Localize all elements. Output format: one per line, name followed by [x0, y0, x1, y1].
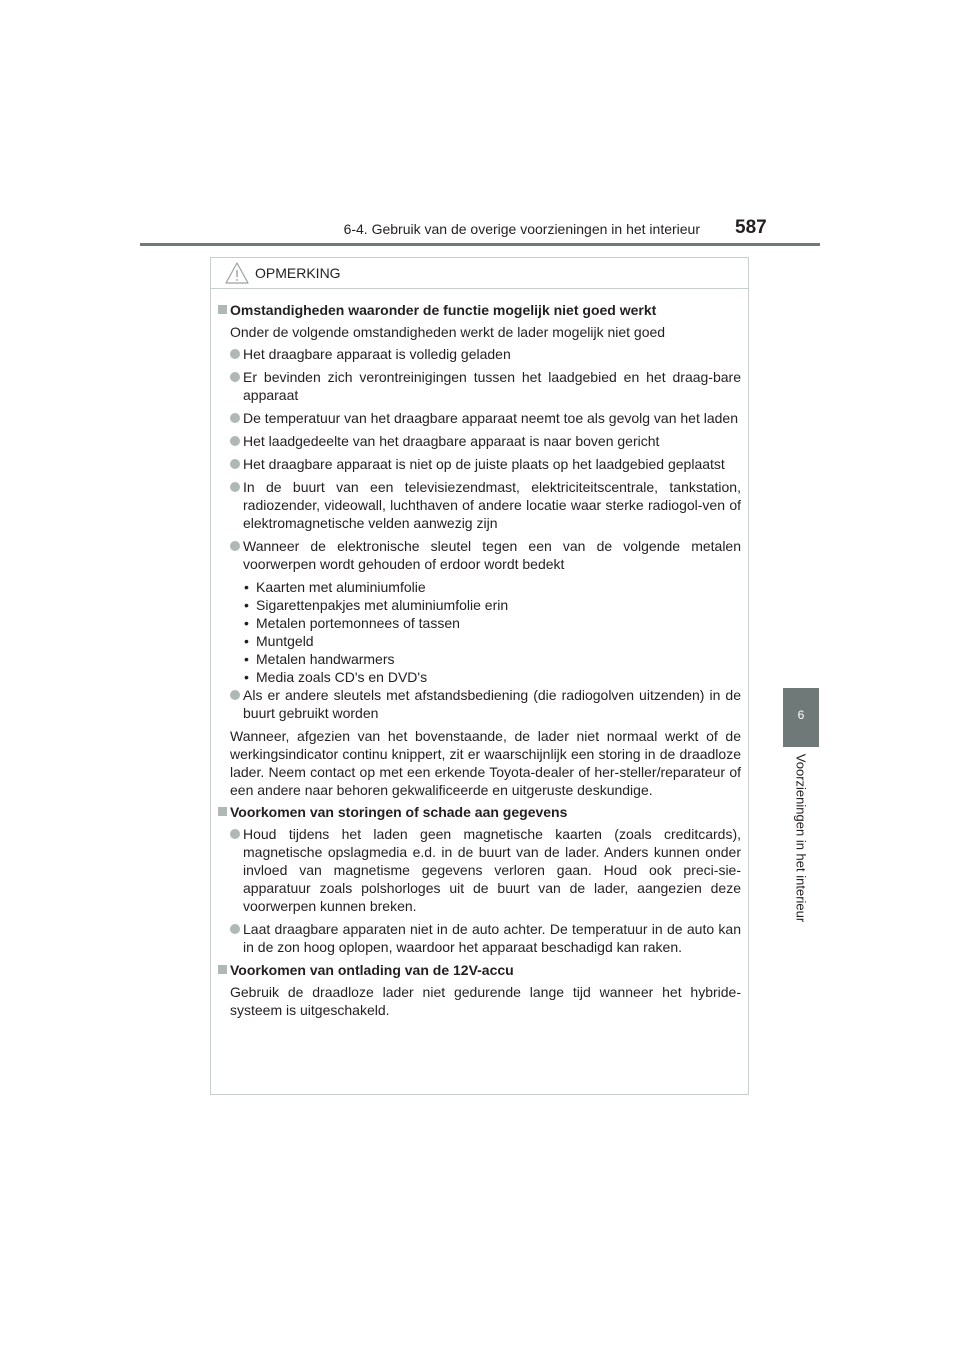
sub-list-item: • Sigarettenpakjes met aluminiumfolie erin [244, 597, 509, 613]
circle-bullet-icon [230, 436, 240, 446]
sub-list-item: • Kaarten met aluminiumfolie [244, 579, 426, 595]
chapter-tab[interactable] [783, 688, 819, 747]
section-title: Voorkomen van ontlading van de 12V-accu [218, 961, 741, 979]
section-title: Voorkomen van storingen of schade aan gegevens [218, 803, 741, 821]
list-item: In de buurt van een televisiezendmast, elektriciteitscentrale, tankstation, radiozender, videowall, luchthaven of andere locatie waar sterke radiogol-ven of elektromagnetische velden aanwezig zijn [218, 478, 741, 532]
circle-bullet-icon [230, 924, 240, 934]
list-item: Het draagbare apparaat is volledig geladen [218, 345, 741, 363]
list-item: Er bevinden zich verontreinigingen tussen het laadgebied en het draag-bare apparaat [218, 368, 741, 404]
note-label: OPMERKING [255, 265, 341, 281]
list-item: De temperatuur van het draagbare apparaat neemt toe als gevolg van het laden [218, 409, 741, 427]
list-item: Als er andere sleutels met afstandsbediening (die radiogolven uitzenden) in de buurt gebruikt worden [218, 686, 741, 722]
chapter-title: 6-4. Gebruik van de overige voorzieningen in het interieur [343, 221, 700, 237]
page-number: 587 [735, 217, 767, 238]
note-box [210, 257, 749, 1095]
circle-bullet-icon [230, 829, 240, 839]
section-title: Omstandigheden waaronder de functie mogelijk niet goed werkt [218, 301, 741, 319]
sub-list-item: • Media zoals CD's en DVD's [244, 669, 428, 685]
list-item: Wanneer de elektronische sleutel tegen een van de volgende metalen voorwerpen wordt gehouden of erdoor wordt bedekt [218, 537, 741, 573]
circle-bullet-icon [230, 541, 240, 551]
circle-bullet-icon [230, 459, 240, 469]
list-item: Laat draagbare apparaten niet in de auto achter. De temperatuur in de auto kan in de zon hoog oplopen, waardoor het apparaat beschadigd kan raken. [218, 920, 741, 956]
sub-list-item: • Metalen handwarmers [244, 651, 395, 667]
sub-list-item: • Metalen portemonnees of tassen [244, 615, 460, 631]
list-item: Het laadgedeelte van het draagbare apparaat is naar boven gericht [218, 432, 741, 450]
sub-list-item: • Muntgeld [244, 633, 314, 649]
section-intro: Onder de volgende omstandigheden werkt de lader mogelijk niet goed [230, 324, 666, 340]
note-header [211, 258, 748, 289]
section-body: Gebruik de draadloze lader niet gedurende lange tijd wanneer het hybride-systeem is uitgeschakeld. [230, 984, 741, 1018]
circle-bullet-icon [230, 349, 240, 359]
warning-triangle-icon [225, 262, 249, 284]
circle-bullet-icon [230, 413, 240, 423]
note-body [211, 289, 748, 1019]
header-rule [140, 243, 820, 246]
chapter-tab-label: Voorzieningen in het interieur [793, 753, 809, 923]
square-bullet-icon [218, 807, 227, 816]
circle-bullet-icon [230, 482, 240, 492]
square-bullet-icon [218, 965, 227, 974]
square-bullet-icon [218, 305, 227, 314]
circle-bullet-icon [230, 690, 240, 700]
circle-bullet-icon [230, 372, 240, 382]
metal-objects-list [218, 578, 741, 686]
chapter-tab-number: 6 [797, 708, 805, 722]
list-item: Houd tijdens het laden geen magnetische kaarten (zoals creditcards), magnetische opslagmedia e.d. in de buurt van de lader. Anders kunnen onder invloed van magnetisme gegevens verloren gaan. Houd ook preci-sie-apparatuur zoals polshorloges uit de buurt van de lader, aangezien deze voorwerpen kunnen breken. [218, 825, 741, 915]
section-outro: Wanneer, afgezien van het bovenstaande, de lader niet normaal werkt of de werkingsindicator continu knippert, zit er waarschijnlijk een storing in de draadloze lader. Neem contact op met een erkende Toyota-dealer of her-steller/reparateur of een andere naar behoren gekwalificeerde en uitgeruste deskundige. [230, 728, 741, 798]
list-item: Het draagbare apparaat is niet op de juiste plaats op het laadgebied geplaatst [218, 455, 741, 473]
